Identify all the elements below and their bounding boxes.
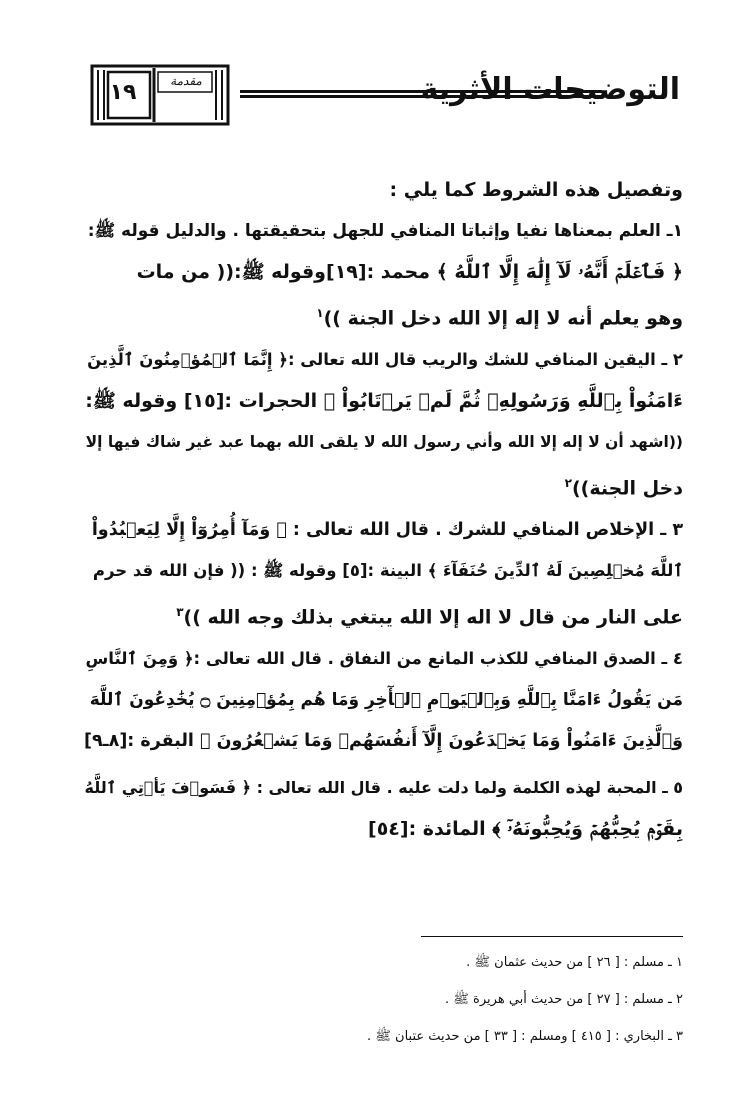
body-line: بِقَوۡمٖ يُحِبُّهُمۡ وَيُحِبُّونَهُۥٓ ﴾ المائدة :[٥٤] (368, 818, 683, 840)
body-line (83, 592, 683, 633)
section-label: مقدمة (170, 74, 202, 88)
footnote: ٣ ـ البخاري : [ ٤١٥ ] ومسلم : [ ٣٣ ] من حديث عتبان ﷺ . (366, 1029, 683, 1044)
footnote-mark: ٢ (564, 476, 572, 490)
footnote: ٢ ـ مسلم : [ ٢٧ ] من حديث أبي هريرة ﷺ . (444, 992, 683, 1007)
page-header (90, 62, 680, 132)
footnote-mark: ٣ (176, 605, 184, 619)
body-line: ءَامَنُواْ بِٱللَّهِ وَرَسُولِهِۦ ثُمَّ لَمۡ يَرۡتَابُواْ ﴾ الحجرات :[١٥] وقوله ﷺ: (85, 390, 683, 412)
body-line: ((اشهد أن لا إله إلا الله وأني رسول الله لا يلقى الله بهما عبد غير شاك فيها إلا (85, 433, 683, 451)
body-line: وتفصيل هذه الشروط كما يلي : (389, 179, 683, 201)
page-title: التوضيحات الأثرية (420, 72, 680, 107)
body-line: مَن يَقُولُ ءَامَنَّا بِٱللَّهِ وَبِٱلۡيَوۡمِ ٱلۡأٓخِرِ وَمَا هُم بِمُؤۡمِنِينَ ۝ يُخَٰدِعُونَ ٱللَّهَ (89, 690, 683, 710)
body-line: ٱللَّهَ مُخۡلِصِينَ لَهُ ٱلدِّينَ حُنَفَآءَ ﴾ البينة :[٥] وقوله ﷺ : (( فإن الله قد حرم (92, 561, 683, 580)
book-icon (90, 62, 230, 128)
page-number: ١٩ (109, 80, 137, 105)
body-line: ٢ ـ اليقين المنافي للشك والريب قال الله تعالى :﴿ إِنَّمَا ٱلۡمُؤۡمِنُونَ ٱلَّذِينَ (87, 350, 683, 369)
body-line: ١ـ العلم بمعناها نفيا وإثباتا المنافي للجهل بتحقيقتها . والدليل قوله ﷺ: (87, 221, 683, 241)
footnote-divider (421, 936, 683, 937)
body-line (83, 463, 683, 504)
footnotes (83, 954, 683, 1065)
body-line: ٣ ـ الإخلاص المنافي للشرك . قال الله تعالى : ﴿ وَمَآ أُمِرُوٓاْ إِلَّا لِيَعۡبُدُواْ (91, 520, 683, 540)
footnote-mark: ١ (316, 306, 324, 320)
footnote: ١ ـ مسلم : [ ٢٦ ] من حديث عثمان ﷺ . (466, 955, 683, 970)
body-line-text: وهو يعلم أنه لا إله إلا الله دخل الجنة )) (323, 307, 683, 330)
body-line: وَٱلَّذِينَ ءَامَنُواْ وَمَا يَخۡدَعُونَ إِلَّآ أَنفُسَهُمۡ وَمَا يَشۡعُرُونَ ﴾ البقرة :[٨ـ٩] (83, 731, 683, 751)
page-body (83, 170, 683, 850)
body-line: ٤ ـ الصدق المنافي للكذب المانع من النفاق . قال الله تعالى :﴿ وَمِنَ ٱلنَّاسِ (85, 649, 683, 668)
body-line-text: دخل الجنة)) (571, 477, 683, 500)
body-line-text: على النار من قال لا اله إلا الله يبتغي بذلك وجه الله )) (183, 606, 683, 629)
body-line: ﴿ فَٱعۡلَمۡ أَنَّهُۥ لَآ إِلَٰهَ إِلَّا ٱللَّهُ ﴾ محمد :[١٩]وقوله ﷺ:(( من مات (136, 261, 683, 283)
body-line: ٥ ـ المحبة لهذه الكلمة ولما دلت عليه . قال الله تعالى : ﴿ فَسَوۡفَ يَأۡتِي ٱللَّهُ (84, 778, 683, 797)
body-line (83, 293, 683, 334)
